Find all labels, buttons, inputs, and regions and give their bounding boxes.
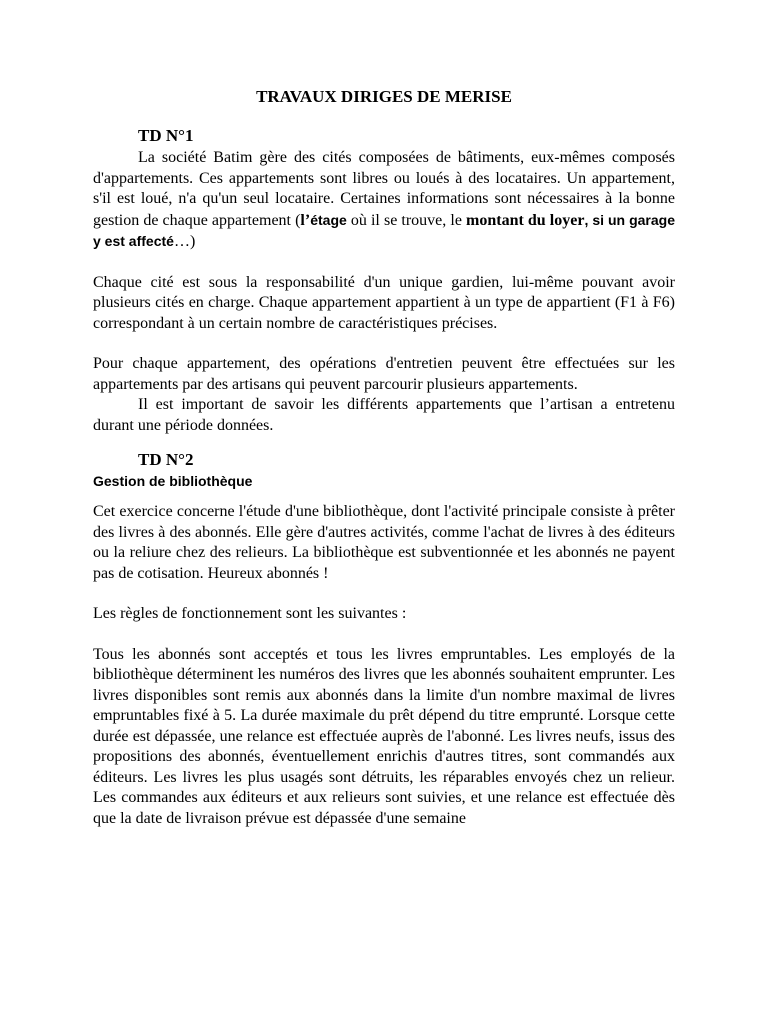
td1-paragraph-2: Chaque cité est sous la responsabilité d'un unique gardien, lui-même pouvant avoir plusieurs cités en charge. Chaque appartement appartient à un type de appartient (F1 à F6) correspondant à un certain nombre de caractéristiques précises. bbox=[93, 273, 675, 332]
td2-paragraph-1: Cet exercice concerne l'étude d'une bibliothèque, dont l'activité principale consiste à prêter des livres à des abonnés. Elle gère d'autres activités, comme l'achat de livres à des éditeurs ou la reliure chez des relieurs. La bibliothèque est subventionnée et les abonnés ne payent pas de cotisation. Heureux abonnés ! bbox=[93, 503, 675, 582]
td1-section bbox=[93, 126, 675, 436]
td1-p1-bold-article: l’ bbox=[300, 211, 311, 229]
td2-section bbox=[93, 450, 675, 829]
td2-paragraph-3: Tous les abonnés sont acceptés et tous les livres empruntables. Les employés de la bibliothèque déterminent les numéros des livres que les abonnés souhaitent emprunter. Les livres disponibles sont remis aux abonnés dans la limite d'un nombre maximal de livres empruntables fixé à 5. La durée maximale du prêt dépend du titre emprunté. Lorsque cette durée est dépassée, une relance est effectuée auprès de l'abonné. Les livres neufs, issus des propositions des abonnés, éventuellement enrichis d'autres titres, sont commandés aux éditeurs. Les livres les plus usagés sont détruits, les réparables envoyés chez un relieur. Les commandes aux éditeurs et aux relieurs sont suivies, et une relance est effectuée dès que la date de livraison prévue est dépassée d'une semaine bbox=[93, 645, 675, 827]
td1-p1-start: La société Batim gère des cités composées de bâtiments, eux-mêmes composés d'appartements. Ces appartements sont libres ou loués à des locataires. Un appartement, s'il est loué, n'a qu'un seul locataire. Certaines informations sont nécessaires à la bonne gestion de chaque appartement ( bbox=[93, 149, 675, 229]
td2-paragraph-2: Les règles de fonctionnement sont les suivantes : bbox=[93, 605, 407, 622]
td2-heading: TD N°2 bbox=[138, 450, 194, 469]
spacer bbox=[93, 436, 675, 450]
td1-paragraph-4: Il est important de savoir les différents appartements que l’artisan a entretenu durant une période données. bbox=[93, 396, 675, 434]
spacer bbox=[93, 253, 675, 273]
td1-p1-bold-loyer: montant du loyer bbox=[466, 211, 585, 229]
td1-paragraph-1 bbox=[93, 148, 675, 253]
td1-p1-bold-garage: , si un garage y est affecté bbox=[93, 211, 675, 249]
spacer bbox=[93, 334, 675, 354]
document-page bbox=[93, 86, 675, 829]
spacer bbox=[93, 625, 675, 645]
td2-subheading: Gestion de bibliothèque bbox=[93, 473, 253, 489]
td1-p1-mid: où il se trouve, le bbox=[346, 211, 467, 229]
td1-p1-end: …) bbox=[173, 233, 196, 250]
td1-heading: TD N°1 bbox=[138, 126, 194, 145]
spacer bbox=[93, 584, 675, 604]
td1-p1-bold-etage: étage bbox=[310, 211, 347, 228]
document-title: TRAVAUX DIRIGES DE MERISE bbox=[256, 87, 512, 106]
td1-paragraph-3: Pour chaque appartement, des opérations d'entretien peuvent être effectuées sur les appartements par des artisans qui peuvent parcourir plusieurs appartements. bbox=[93, 355, 675, 393]
